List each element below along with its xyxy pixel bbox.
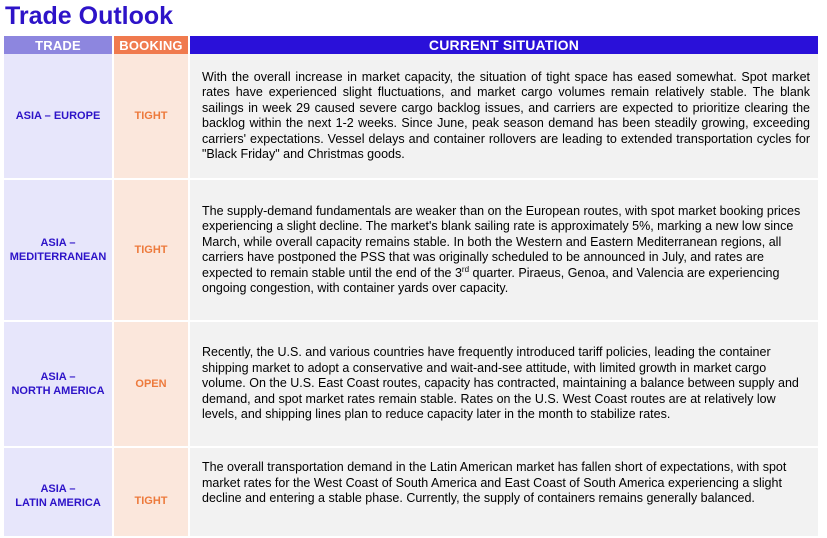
situation-cell — [190, 448, 818, 538]
booking-status: TIGHT — [114, 54, 190, 180]
trade-label-line2: MEDITERRANEAN — [9, 251, 107, 263]
trade-cell — [4, 54, 114, 180]
trade-label: ASIA – — [40, 237, 76, 249]
trade-label: ASIA – EUROPE — [15, 110, 101, 122]
table-row — [4, 448, 818, 538]
booking-column-header: BOOKING — [114, 36, 190, 54]
trade-label: ASIA – — [40, 371, 76, 383]
situation-text: With the overall increase in market capacity, the situation of tight space has eased somewhat. Spot market rates have experienced slight fluctuations, and market cargo volumes remain relatively stable. The blank sailings in week 29 caused severe cargo backlog issues, and carriers are expected to prioritize clearing the backlog within the next 1-2 weeks. Since June, peak season demand has been steadily growing, exceeding carriers' expectations. Vessel delays and container rollovers are leading to extended transportation cycles for "Black Friday" and Christmas goods. — [202, 69, 810, 161]
booking-status: TIGHT — [134, 495, 168, 507]
page-title: Trade Outlook — [5, 2, 174, 30]
trade-cell — [4, 322, 114, 448]
table-row — [4, 180, 818, 322]
table-row — [4, 322, 818, 448]
situation-column-header: CURRENT SITUATION — [190, 36, 818, 54]
trade-label-line2: NORTH AMERICA — [11, 385, 105, 397]
trade-column-header: TRADE — [4, 36, 114, 54]
situation-text-part: The supply-demand fundamentals are weaker than on the European routes, with spot market booking prices experiencing a slight decline. The market's blank sailing rate is approximately 5%, marking a new low since March, while overall capacity remains stable. In both the Western and Eastern Mediterranean regions, all carriers have postponed the PSS that was originally scheduled to be announced in July, and rates are expected to remain stable until the end of the 3 — [202, 203, 801, 280]
table-header-row — [4, 36, 818, 54]
trade-label-line2: LATIN AMERICA — [15, 497, 101, 509]
trade-label: ASIA – — [40, 483, 76, 495]
situation-text: Recently, the U.S. and various countries have frequently introduced tariff policies, leading the container shipping market to adopt a conservative and wait-and-see attitude, with limited growth in market cargo volume. On the U.S. East Coast routes, capacity has contracted, maintaining a balance between supply and demand, and spot market rates remain stable. Rates on the U.S. West Coast routes are at relatively low levels, and shipping lines plan to reduce capacity later in the month to stabilize rates. — [202, 345, 799, 422]
trade-cell — [4, 180, 114, 322]
booking-status: OPEN — [114, 322, 190, 448]
ordinal-suffix: rd — [461, 264, 470, 274]
booking-cell — [114, 448, 190, 538]
table-row — [4, 54, 818, 180]
situation-cell — [190, 54, 818, 180]
situation-text-part: quarter. Piraeus, Genoa, and Valencia are experiencing ongoing congestion, with container yards over capacity. — [202, 265, 780, 295]
trade-cell — [4, 448, 114, 538]
situation-text — [202, 204, 810, 297]
situation-cell — [190, 180, 818, 322]
situation-cell — [190, 322, 818, 448]
trade-outlook-table — [4, 36, 818, 538]
booking-status: TIGHT — [114, 180, 190, 322]
situation-text: The overall transportation demand in the Latin American market has fallen short of expectations, with spot market rates for the West Coast of South America and East Coast of South America experiencing a slight decline and entering a stable phase. Currently, the supply of containers remains generally balanced. — [202, 460, 787, 505]
